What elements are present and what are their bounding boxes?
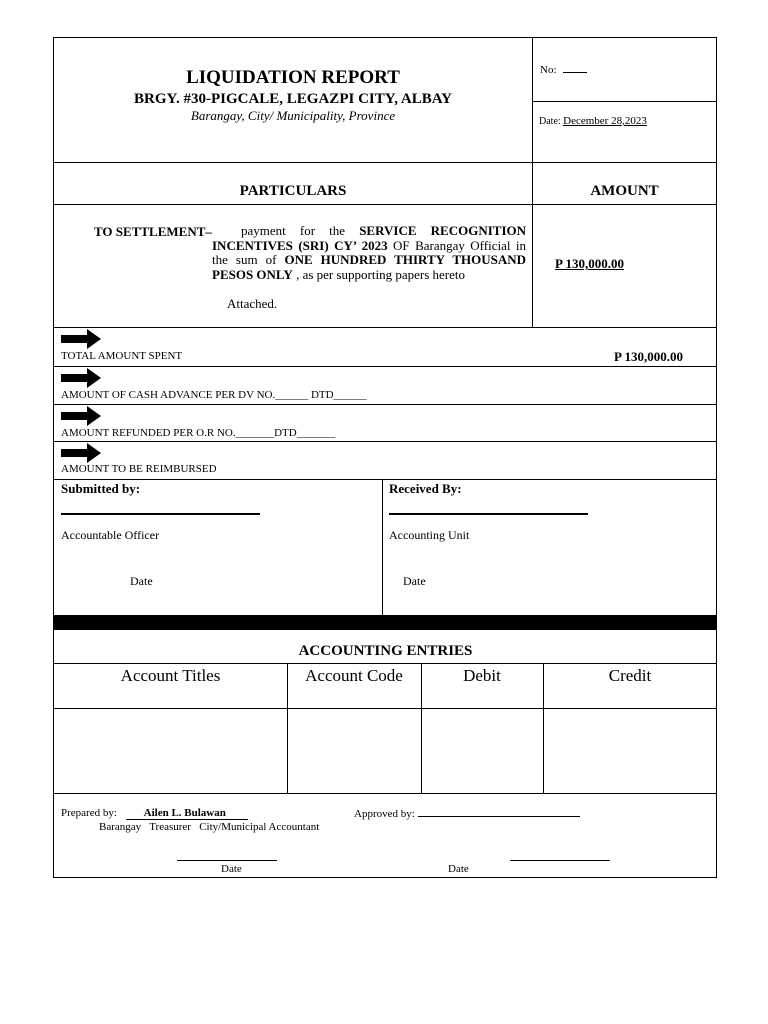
approved-by bbox=[354, 807, 580, 820]
amount-in-words: ONE HUNDRED THIRTY THOUSAND PESOS ONLY bbox=[212, 252, 526, 282]
approved-by-blank bbox=[418, 807, 580, 817]
accounting-title-border bbox=[54, 663, 717, 664]
liquidation-report-form bbox=[53, 37, 717, 878]
attached-text: Attached. bbox=[227, 296, 278, 311]
number-blank bbox=[563, 63, 587, 73]
received-by-label: Received By: bbox=[389, 481, 462, 496]
date-value: December 28,2023 bbox=[563, 115, 647, 127]
header-no-date-divider bbox=[532, 101, 717, 102]
cash-advance-label: AMOUNT OF CASH ADVANCE PER DV NO.______ DTD______ bbox=[61, 389, 367, 401]
sri-title: SERVICE RECOGNITION INCENTIVES (SRI) CY’ 2023 bbox=[212, 223, 526, 253]
arrow-right-icon bbox=[61, 443, 101, 463]
header-bottom-border bbox=[54, 162, 717, 163]
credit-header: Credit bbox=[608, 666, 652, 685]
received-date-label: Date bbox=[403, 574, 426, 588]
arrow-right-icon bbox=[61, 406, 101, 426]
approved-by-label: Approved by: bbox=[354, 808, 415, 820]
particulars-amount: P 130,000.00 bbox=[555, 256, 624, 271]
section-separator-bar bbox=[54, 615, 717, 630]
debit-header: Debit bbox=[463, 666, 501, 685]
accounting-header-border bbox=[54, 708, 717, 709]
total-amount-label: TOTAL AMOUNT SPENT bbox=[61, 350, 183, 362]
submitted-date-label: Date bbox=[130, 574, 153, 588]
accounting-bottom-border bbox=[54, 793, 717, 794]
account-titles-header: Account Titles bbox=[120, 666, 221, 685]
date-field bbox=[539, 115, 647, 127]
number-label: No: bbox=[540, 64, 557, 76]
signatory-roles: Barangay Treasurer City/Municipal Accountant bbox=[99, 821, 320, 833]
number-field bbox=[540, 63, 587, 76]
report-title: LIQUIDATION REPORT bbox=[186, 67, 400, 88]
account-code-header: Account Code bbox=[305, 666, 403, 685]
submitted-signature-line bbox=[61, 513, 260, 515]
arrow-right-icon bbox=[61, 329, 101, 349]
amount-refunded-label: AMOUNT REFUNDED PER O.R NO._______DTD_______ bbox=[61, 427, 336, 439]
received-signature-line bbox=[389, 513, 588, 515]
prepared-date-label: Date bbox=[221, 863, 242, 875]
approved-date-line bbox=[510, 860, 610, 861]
row-divider bbox=[54, 366, 717, 367]
accountable-officer-label: Accountable Officer bbox=[61, 528, 160, 542]
prepared-by-name: Ailen L. Bulawan bbox=[126, 807, 248, 820]
arrow-right-icon bbox=[61, 368, 101, 388]
table-header-border bbox=[54, 204, 717, 205]
prepared-by-label: Prepared by: bbox=[61, 807, 117, 819]
accounting-unit-label: Accounting Unit bbox=[389, 528, 470, 542]
approved-date-label: Date bbox=[448, 863, 469, 875]
settlement-lead: TO SETTLEMENT– bbox=[94, 224, 212, 239]
signature-divider bbox=[382, 479, 383, 615]
accounting-entries-title: ACCOUNTING ENTRIES bbox=[298, 643, 473, 659]
location-caption: Barangay, City/ Municipality, Province bbox=[190, 108, 396, 123]
row-divider bbox=[54, 404, 717, 405]
particulars-header: PARTICULARS bbox=[239, 183, 347, 199]
report-location: BRGY. #30-PIGCALE, LEGAZPI CITY, ALBAY bbox=[134, 91, 452, 107]
row-divider bbox=[54, 441, 717, 442]
prepared-date-line bbox=[177, 860, 277, 861]
particulars-description: payment for the SERVICE RECOGNITION INCENTIVES (SRI) CY’ 2023 OF Barangay Official in the sum of ONE HUNDRED THIRTY THOUSAND PESOS ONLY , as per supporting papers hereto bbox=[212, 223, 526, 282]
reimbursed-label: AMOUNT TO BE REIMBURSED bbox=[61, 463, 217, 475]
total-amount-value: P 130,000.00 bbox=[614, 349, 683, 364]
prepared-by bbox=[61, 807, 248, 819]
particulars-bottom-border bbox=[54, 327, 717, 328]
amount-header: AMOUNT bbox=[590, 183, 659, 199]
row-divider bbox=[54, 479, 717, 480]
submitted-by-label: Submitted by: bbox=[61, 481, 141, 496]
date-label: Date: bbox=[539, 116, 561, 127]
